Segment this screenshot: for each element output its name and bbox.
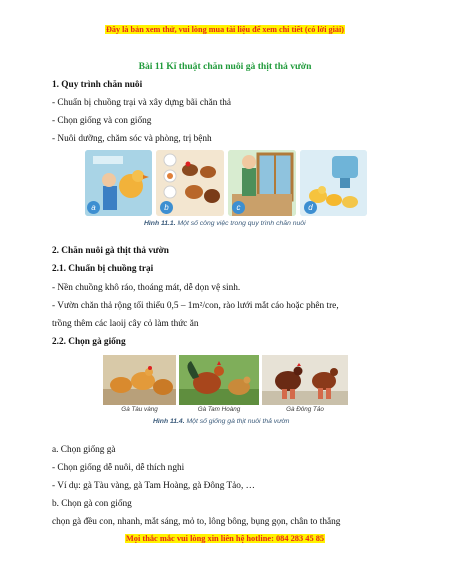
paragraph-line: - Nền chuồng khô ráo, thoáng mát, dễ dọn vệ sinh. bbox=[52, 283, 241, 293]
figure-caption-label: Hình 11.4. bbox=[153, 418, 185, 425]
list-item: - Chọn giống dễ nuôi, dễ thích nghi bbox=[52, 463, 185, 473]
breed-image-tau-vang bbox=[103, 355, 176, 405]
panel-tag: b bbox=[160, 201, 173, 214]
paragraph-line: trồng thêm các laoij cây cỏ làm thức ăn bbox=[52, 319, 199, 329]
paragraph-line: - Vườn chăn thả rộng tối thiểu 0,5 – 1m²/con, rào lưới mắt cáo hoặc phên tre, bbox=[52, 301, 339, 311]
panel-tag: c bbox=[232, 201, 245, 214]
breed-label: Gà Đông Tảo bbox=[286, 406, 324, 413]
section-heading-process: 1. Quy trình chăn nuôi bbox=[52, 80, 143, 90]
breed-label: Gà Tam Hoàng bbox=[197, 406, 241, 413]
subsection-heading-housing: 2.1. Chuẩn bị chuồng trại bbox=[52, 264, 154, 274]
figure-caption-text: Một số công việc trong quy trình chăn nuôi bbox=[177, 220, 306, 227]
list-item: - Nuôi dưỡng, chăm sóc và phòng, trị bệnh bbox=[52, 134, 212, 144]
list-item: - Chọn giống và con giống bbox=[52, 116, 152, 126]
list-item: - Ví dụ: gà Tàu vàng, gà Tam Hoàng, gà Đông Tảo, … bbox=[52, 481, 255, 491]
figure-caption-label: Hình 11.1. bbox=[144, 220, 176, 227]
preview-notice-text: Đây là bản xem thử, vui lòng mua tài liệu để xem chi tiết (có lời giải) bbox=[105, 25, 344, 34]
figure-caption-text: Một số giống gà thịt nuôi thả vườn bbox=[186, 418, 290, 425]
breed-image-dong-tao bbox=[262, 355, 348, 405]
breed-image-tam-hoang bbox=[179, 355, 259, 405]
hotline-notice-text: Mọi thắc mắc vui lòng xin liên hệ hotline: 084 283 45 85 bbox=[125, 534, 325, 543]
breed-label: Gà Tàu vàng bbox=[121, 406, 158, 413]
lesson-title: Bài 11 Kĩ thuật chăn nuôi gà thịt thả vườn bbox=[138, 61, 312, 72]
list-heading: b. Chọn gà con giống bbox=[52, 499, 132, 509]
panel-tag: d bbox=[304, 201, 317, 214]
figure-caption bbox=[153, 418, 289, 425]
panel-tag: a bbox=[87, 201, 100, 214]
hotline-notice bbox=[0, 534, 450, 543]
figure-breeds bbox=[103, 355, 348, 411]
list-heading: a. Chọn giống gà bbox=[52, 445, 116, 455]
paragraph-line: chọn gà đều con, nhanh, mắt sáng, mỏ to, lông bông, bụng gọn, chân to thẳng bbox=[52, 517, 341, 527]
preview-notice bbox=[0, 25, 450, 34]
subsection-heading-breeds: 2.2. Chọn gà giống bbox=[52, 337, 126, 347]
figure-process-steps bbox=[85, 150, 367, 216]
list-item: - Chuẩn bị chuồng trại và xây dựng bãi chăn thả bbox=[52, 98, 232, 108]
figure-caption bbox=[144, 220, 306, 227]
section-heading-free-range: 2. Chăn nuôi gà thịt thả vườn bbox=[52, 246, 169, 256]
